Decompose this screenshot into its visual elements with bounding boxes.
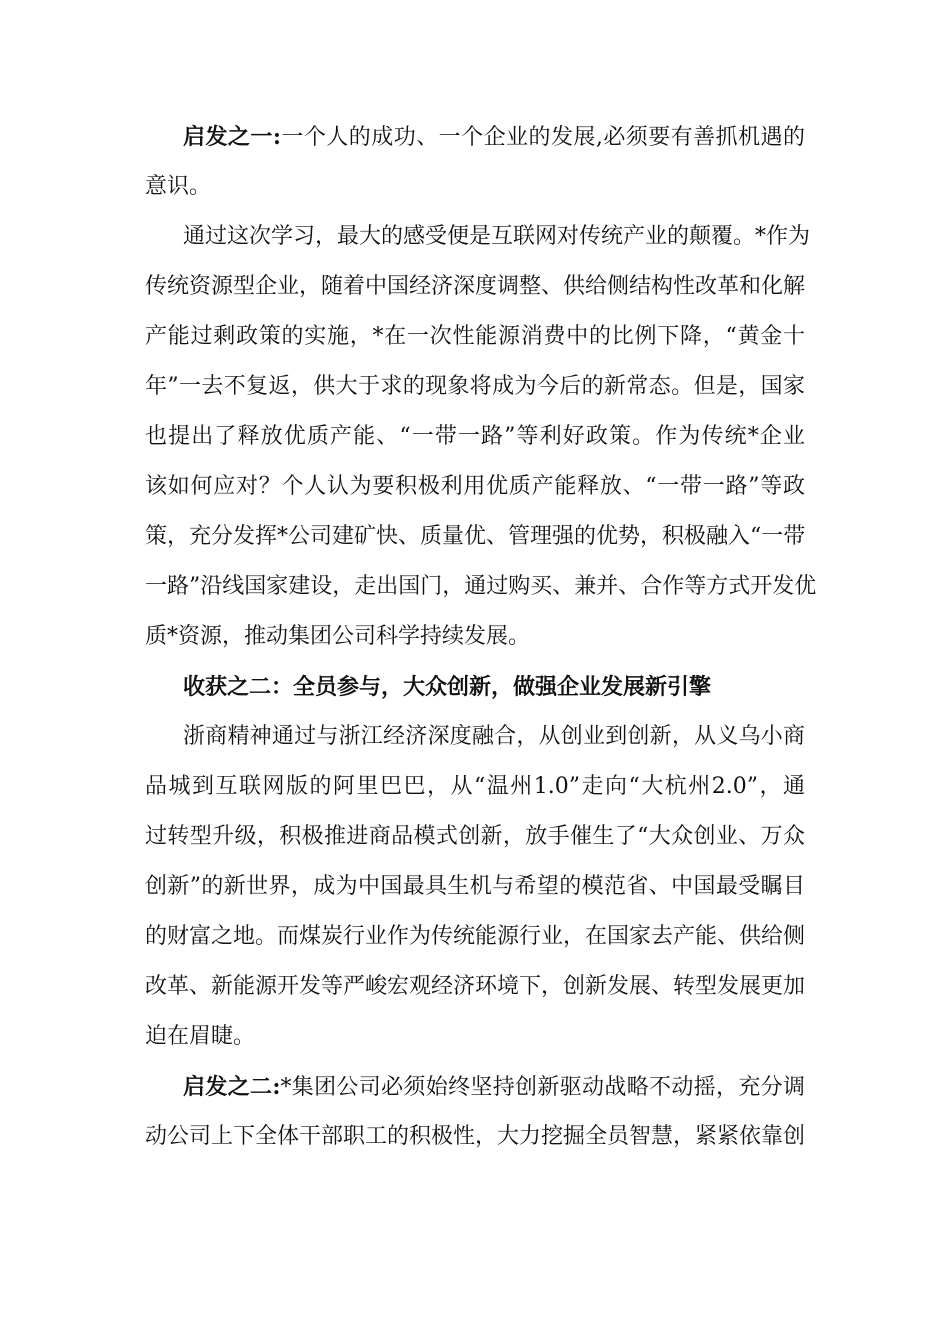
paragraph-line: 产能过剩政策的实施，*在一次性能源消费中的比例下降，“黄金十 (145, 324, 805, 349)
paragraph-line: 策，充分发挥*公司建矿快、质量优、管理强的优势，积极融入“一带 (145, 524, 806, 549)
paragraph-line: 也提出了释放优质产能、“一带一路”等利好政策。作为传统*企业 (145, 424, 805, 449)
paragraph-line: 通过这次学习，最大的感受便是互联网对传统产业的颠覆。*作为 (183, 224, 811, 249)
paragraph-line: 年”一去不复返，供大于求的现象将成为今后的新常态。但是，国家 (145, 374, 805, 399)
paragraph-line: 迫在眉睫。 (145, 1024, 256, 1049)
paragraph-line: 一路”沿线国家建设，走出国门，通过购买、兼并、合作等方式开发优 (145, 574, 817, 599)
paragraph-line: 浙商精神通过与浙江经济深度融合，从创业到创新，从义乌小商 (183, 724, 805, 749)
paragraph-line: 的财富之地。而煤炭行业作为传统能源行业，在国家去产能、供给侧 (145, 924, 806, 949)
inspiration-label: 启发之二: (183, 1074, 281, 1100)
paragraph-line: 改革、新能源开发等严峻宏观经济环境下，创新发展、转型发展更加 (145, 974, 806, 999)
paragraph-line: 质*资源，推动集团公司科学持续发展。 (145, 624, 531, 649)
inspiration-label: 启发之一: (183, 124, 281, 150)
paragraph-line: 传统资源型企业，随着中国经济深度调整、供给侧结构性改革和化解 (145, 274, 806, 299)
section-heading: 收获之二：全员参与，大众创新，做强企业发展新引擎 (183, 674, 712, 700)
paragraph-line: 意识。 (145, 174, 212, 199)
paragraph-line: 品城到互联网版的阿里巴巴，从“温州1.0”走向“大杭州2.0”，通 (145, 774, 805, 799)
paragraph-line: 该如何应对？个人认为要积极利用优质产能释放、“一带一路”等政 (145, 474, 805, 499)
paragraph-line: 动公司上下全体干部职工的积极性，大力挖掘全员智慧，紧紧依靠创 (145, 1124, 806, 1149)
document-body (145, 112, 817, 1162)
paragraph-line: 启发之二:*集团公司必须始终坚持创新驱动战略不动摇，充分调 (183, 1074, 805, 1100)
paragraph-line: 过转型升级，积极推进商品模式创新，放手催生了“大众创业、万众 (145, 824, 805, 849)
paragraph-line: 创新”的新世界，成为中国最具生机与希望的模范省、中国最受瞩目 (145, 874, 805, 899)
paragraph-line: 启发之一:一个人的成功、一个企业的发展,必须要有善抓机遇的 (183, 124, 805, 150)
